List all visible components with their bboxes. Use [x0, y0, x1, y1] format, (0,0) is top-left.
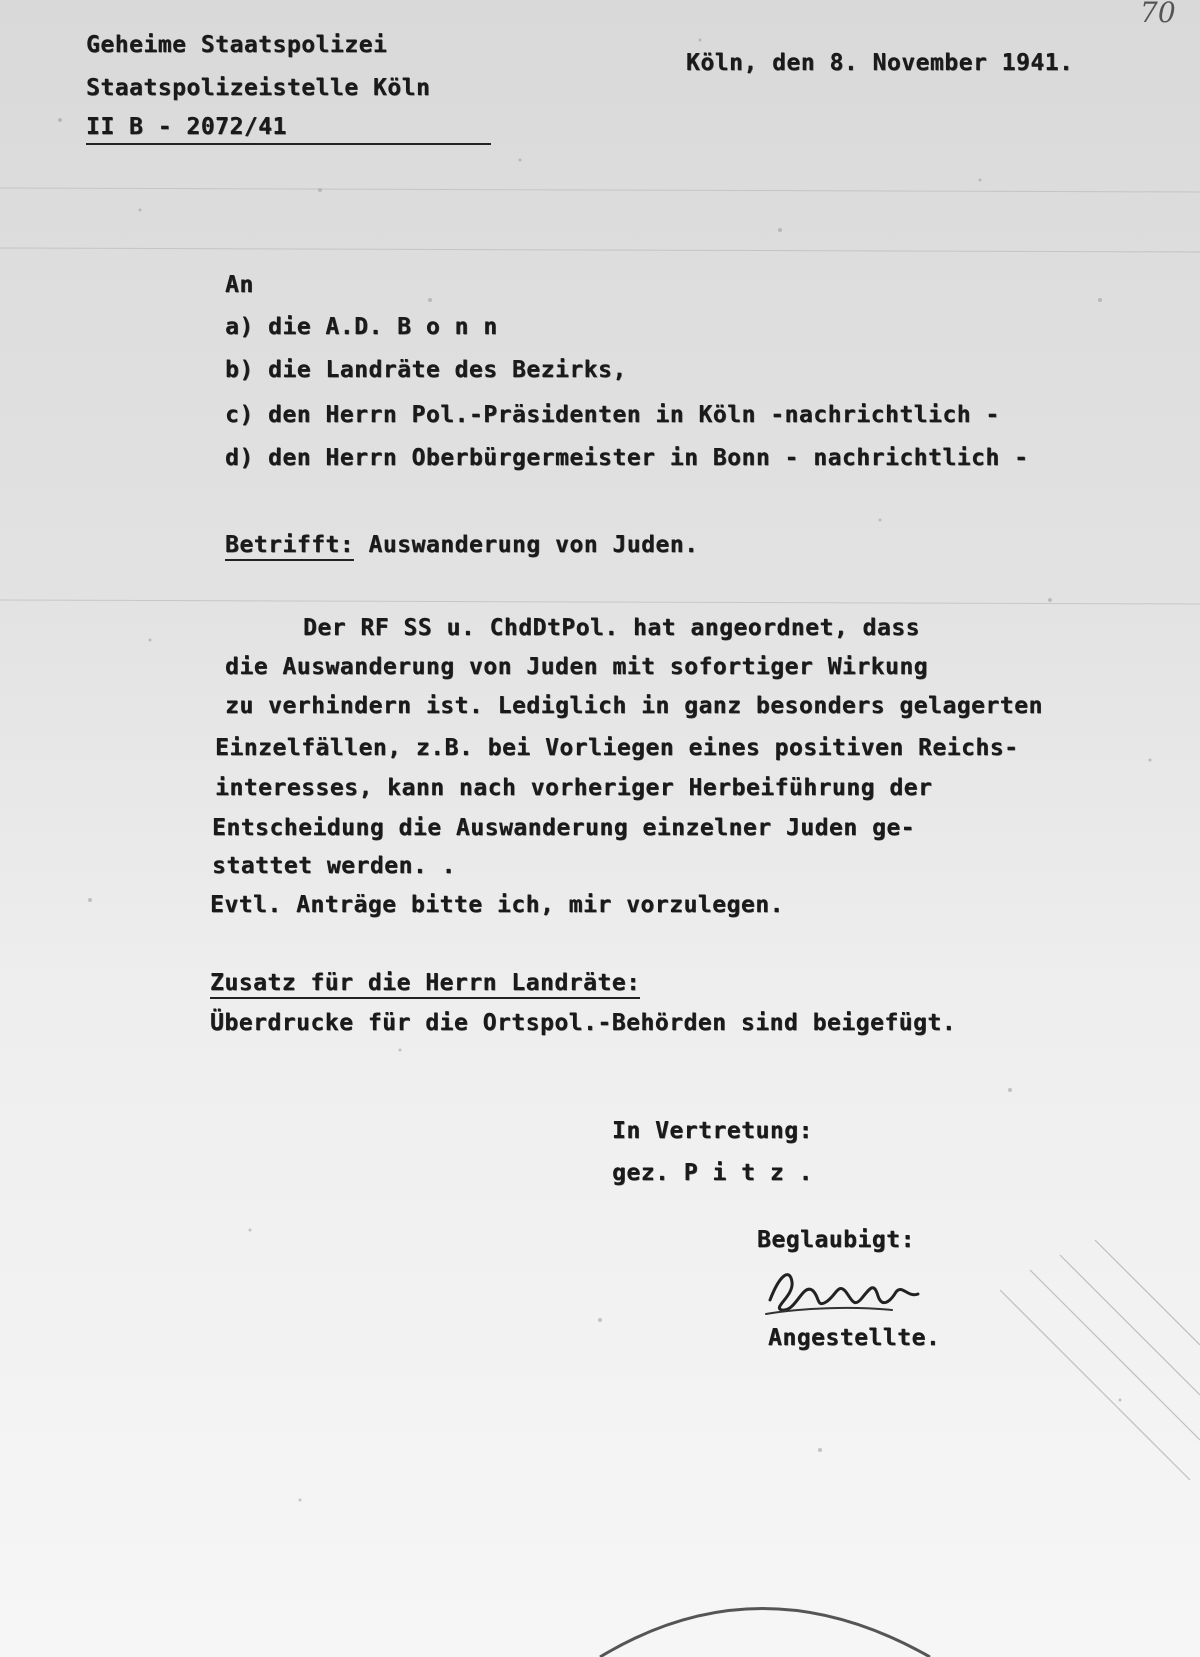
- office-name: Staatspolizeistelle Köln: [86, 75, 431, 101]
- body-line-3: zu verhindern ist. Lediglich in ganz besonders gelagerten: [225, 693, 1043, 719]
- addendum-text: Überdrucke für die Ortspol.-Behörden sind beigefügt.: [210, 1010, 957, 1036]
- body-line-2: die Auswanderung von Juden mit sofortiger Wirkung: [225, 654, 929, 680]
- reference-number: II B - 2072/41: [86, 114, 491, 145]
- addressee-b: b) die Landräte des Bezirks,: [225, 357, 627, 383]
- addendum-label: [210, 970, 640, 996]
- body-line-8: Evtl. Anträge bitte ich, mir vorzulegen.: [210, 892, 784, 918]
- body-line-1: Der RF SS u. ChdDtPol. hat angeordnet, dass: [303, 615, 920, 641]
- body-line-5: interesses, kann nach vorheriger Herbeiführung der: [215, 775, 933, 801]
- certifier-title: Angestellte.: [768, 1325, 941, 1351]
- salutation: An: [225, 272, 254, 298]
- subject-label: Betrifft:: [225, 532, 354, 561]
- signed-by: gez. P i t z .: [612, 1160, 813, 1186]
- addressee-d: d) den Herrn Oberbürgermeister in Bonn - nachrichtlich -: [225, 445, 1029, 471]
- representation-line: In Vertretung:: [612, 1118, 813, 1144]
- place-date: Köln, den 8. November 1941.: [686, 50, 1074, 76]
- handwritten-signature: [762, 1262, 932, 1322]
- addressee-a: a) die A.D. B o n n: [225, 314, 498, 340]
- subject-line: [225, 532, 698, 558]
- addressee-c: c) den Herrn Pol.-Präsidenten in Köln -nachrichtlich -: [225, 402, 1000, 428]
- body-line-7: stattet werden. .: [212, 853, 456, 879]
- certification-label: Beglaubigt:: [757, 1227, 915, 1253]
- page-number: 70: [1140, 0, 1176, 29]
- body-line-4: Einzelfällen, z.B. bei Vorliegen eines positiven Reichs-: [215, 735, 1019, 761]
- addendum-label-text: Zusatz für die Herrn Landräte:: [210, 970, 640, 999]
- authority-name: Geheime Staatspolizei: [86, 32, 388, 58]
- subject-text: Auswanderung von Juden.: [368, 532, 699, 558]
- body-line-6: Entscheidung die Auswanderung einzelner Juden ge-: [212, 815, 916, 841]
